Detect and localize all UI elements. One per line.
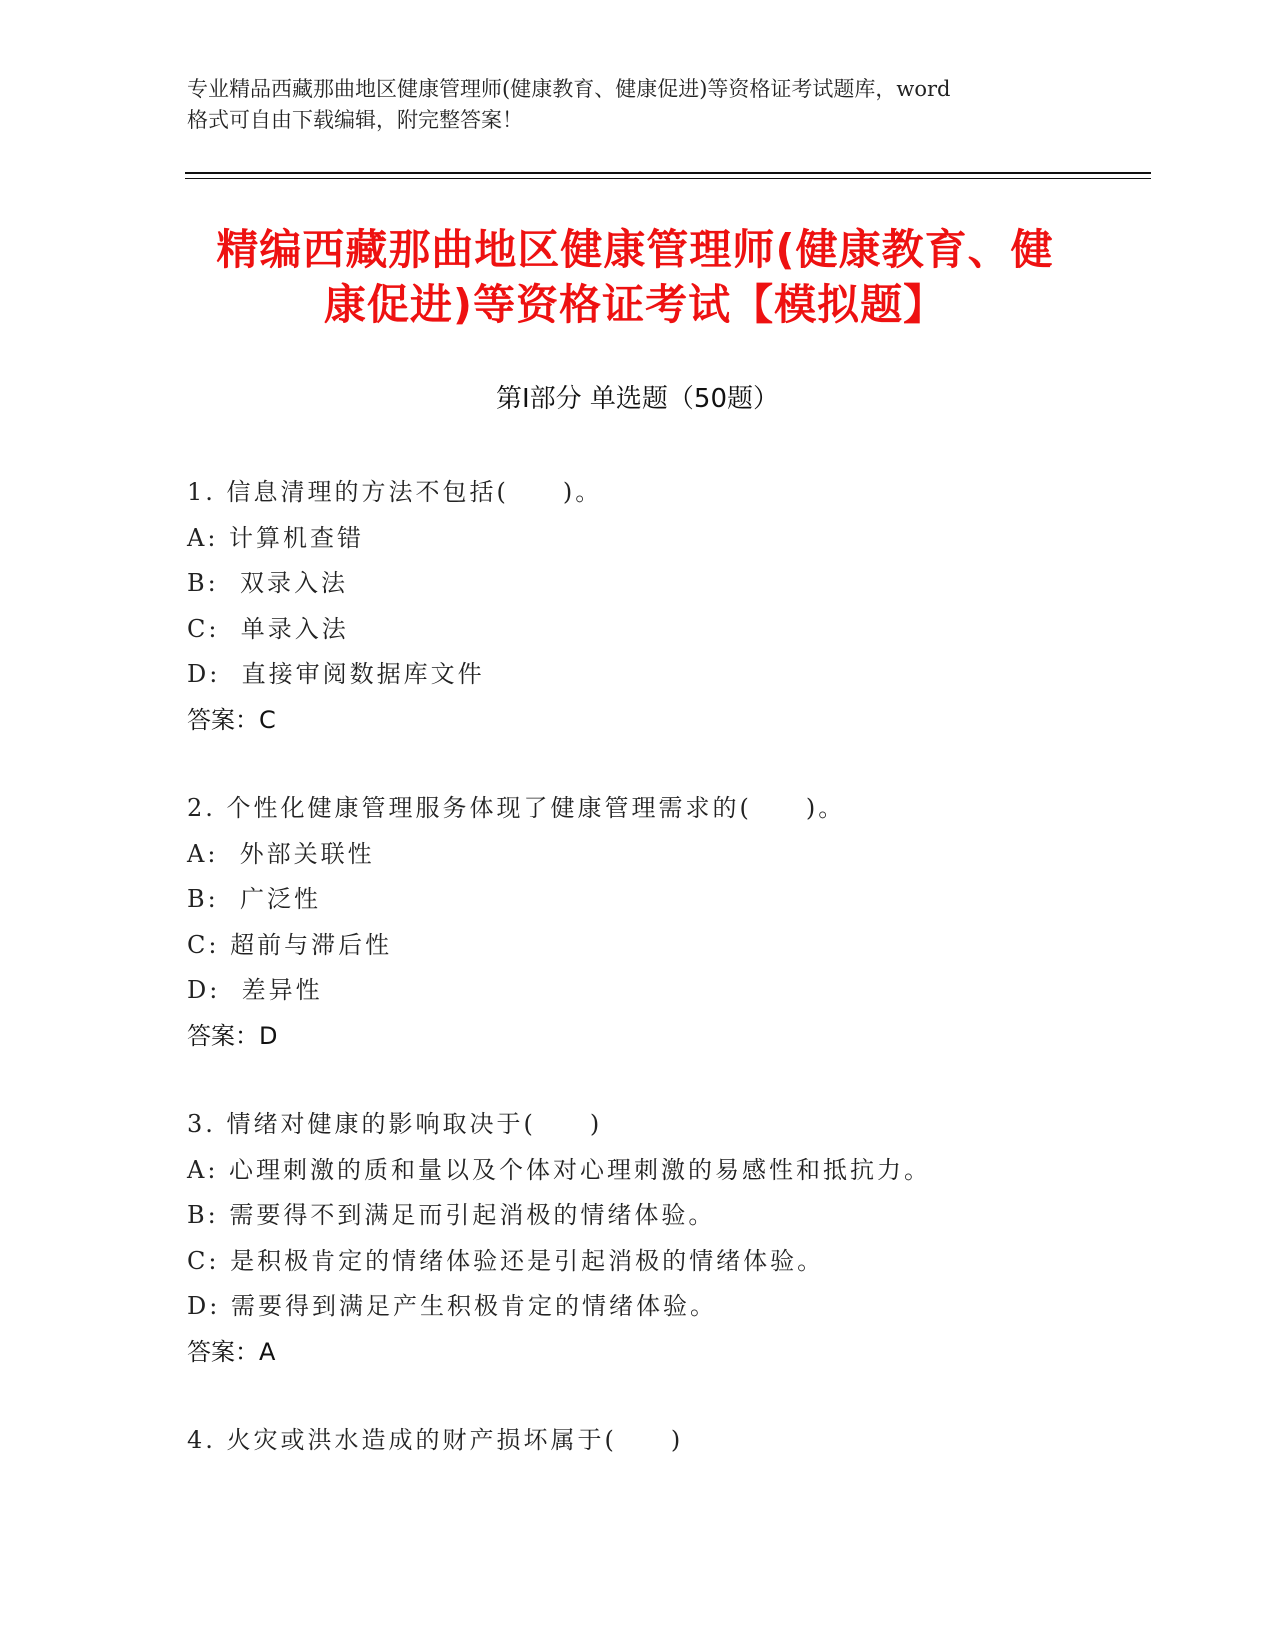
question-list — [187, 470, 1147, 1507]
answer-label: 答案：A — [187, 1337, 276, 1366]
option-a: A: 外部关联性 — [187, 839, 375, 868]
document-title-line-1: 精编西藏那曲地区健康管理师(健康教育、健 — [216, 225, 1054, 274]
question-1 — [187, 470, 1147, 743]
option-a: A: 计算机查错 — [187, 523, 365, 552]
question-3 — [187, 1102, 1147, 1375]
document-title — [170, 222, 1100, 332]
option-c: C: 是积极肯定的情绪体验还是引起消极的情绪体验。 — [187, 1246, 825, 1275]
document-title-line-2: 康促进)等资格证考试【模拟题】 — [323, 280, 947, 329]
section-title: 第Ⅰ部分 单选题（50题） — [495, 384, 780, 414]
question-2 — [187, 786, 1147, 1059]
header-note — [187, 74, 1087, 136]
header-divider-thin — [185, 178, 1151, 179]
option-b: B: 需要得不到满足而引起消极的情绪体验。 — [187, 1201, 716, 1229]
answer-label: 答案：D — [187, 1021, 278, 1050]
option-a: A: 心理刺激的质和量以及个体对心理刺激的易感性和抵抗力。 — [187, 1155, 932, 1184]
question-stem: 1. 信息清理的方法不包括( )。 — [187, 478, 603, 506]
option-c: C: 超前与滞后性 — [187, 930, 393, 959]
question-stem: 3. 情绪对健康的影响取决于( ) — [187, 1110, 603, 1138]
option-d: D: 直接审阅数据库文件 — [187, 660, 485, 688]
option-d: D: 需要得到满足产生积极肯定的情绪体验。 — [187, 1292, 717, 1320]
question-stem: 4. 火灾或洪水造成的财产损坏属于( ) — [187, 1426, 684, 1454]
option-c: C: 单录入法 — [187, 614, 349, 643]
option-b: B: 广泛性 — [187, 885, 321, 913]
question-4 — [187, 1418, 1147, 1464]
header-divider-thick — [185, 172, 1151, 174]
answer-label: 答案：C — [187, 705, 276, 734]
option-d: D: 差异性 — [187, 976, 323, 1004]
option-b: B: 双录入法 — [187, 569, 348, 597]
header-note-line-2: 格式可自由下载编辑，附完整答案！ — [187, 108, 523, 132]
question-stem: 2. 个性化健康管理服务体现了健康管理需求的( )。 — [187, 794, 846, 822]
header-note-line-1: 专业精品西藏那曲地区健康管理师(健康教育、健康促进)等资格证考试题库，word — [187, 77, 951, 101]
